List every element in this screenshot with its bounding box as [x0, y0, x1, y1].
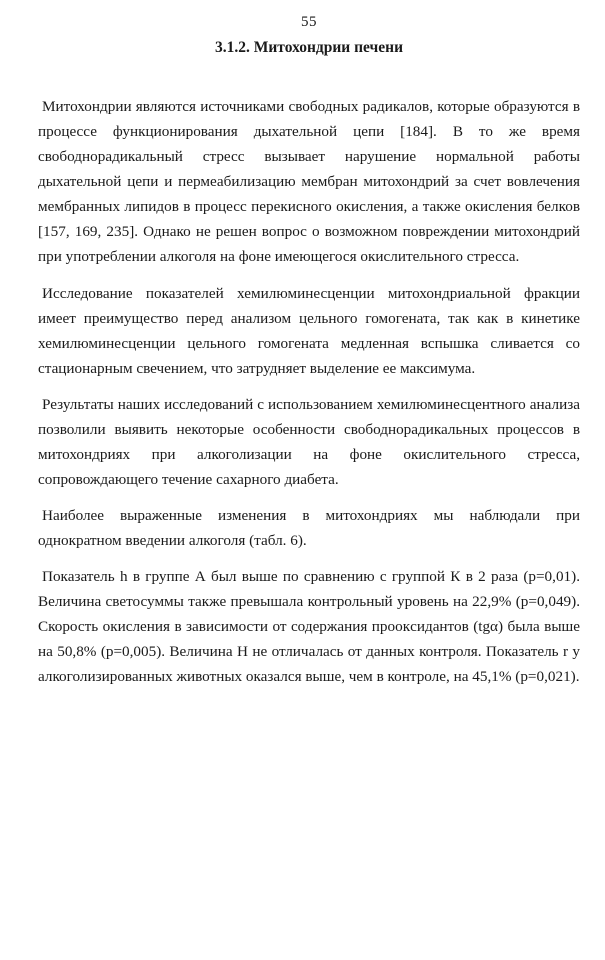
- section-title: 3.1.2. Митохондрии печени: [214, 39, 404, 56]
- paragraph-mitochondria-radicals: Митохондрии являются источниками свободных радикалов, которые образуются в процессе функционирования дыхательной цепи [184]. В то же время свободнорадикальный стресс вызывает нарушение нормальной работы дыхательной цепи и пермеабилизацию мембран митохондрий за счет вовлечения мембранных липидов в процесс перекисного окисления, а также окисления белков [157, 169, 235]. Однако не решен вопрос о возможном повреждении митохондрий при употреблении алкоголя на фоне имеющегося окислительного стресса.: [38, 98, 580, 265]
- paragraph-alcohol-changes: Наиболее выраженные изменения в митохондриях мы наблюдали при однократном введении алкоголя (табл. 6).: [38, 507, 580, 549]
- body-text: [38, 94, 580, 699]
- paragraph-indicators: Показатель h в группе А был выше по сравнению с группой К в 2 раза (р=0,01). Величина светосуммы также превышала контрольный уровень на 22,9% (р=0,049). Скорость окисления в зависимости от содержания проокcидантов (tgα) была выше на 50,8% (р=0,005). Величина Н не отличалась от данных контроля. Показатель r у алкоголизированных животных оказался выше, чем в контроле, на 45,1% (р=0,021).: [38, 568, 580, 685]
- paragraph-chemiluminescence-study: Исследование показателей хемилюминесценции митохондриальной фракции имеет преимущество перед анализом цельного гомогената, так как в кинетике хемилюминесценции цельного гомогената медленная вспышка сливается со стационарным свечением, что затрудняет выделение ее максимума.: [38, 285, 580, 377]
- page-number: 55: [301, 14, 317, 30]
- paragraph-results: Результаты наших исследований с использованием хемилюминесцентного анализа позволили выявить некоторые особенности свободнорадикальных процессов в митохондриях при алкоголизации на фоне окислительного стресса, сопровождающего течение сахарного диабета.: [38, 396, 580, 488]
